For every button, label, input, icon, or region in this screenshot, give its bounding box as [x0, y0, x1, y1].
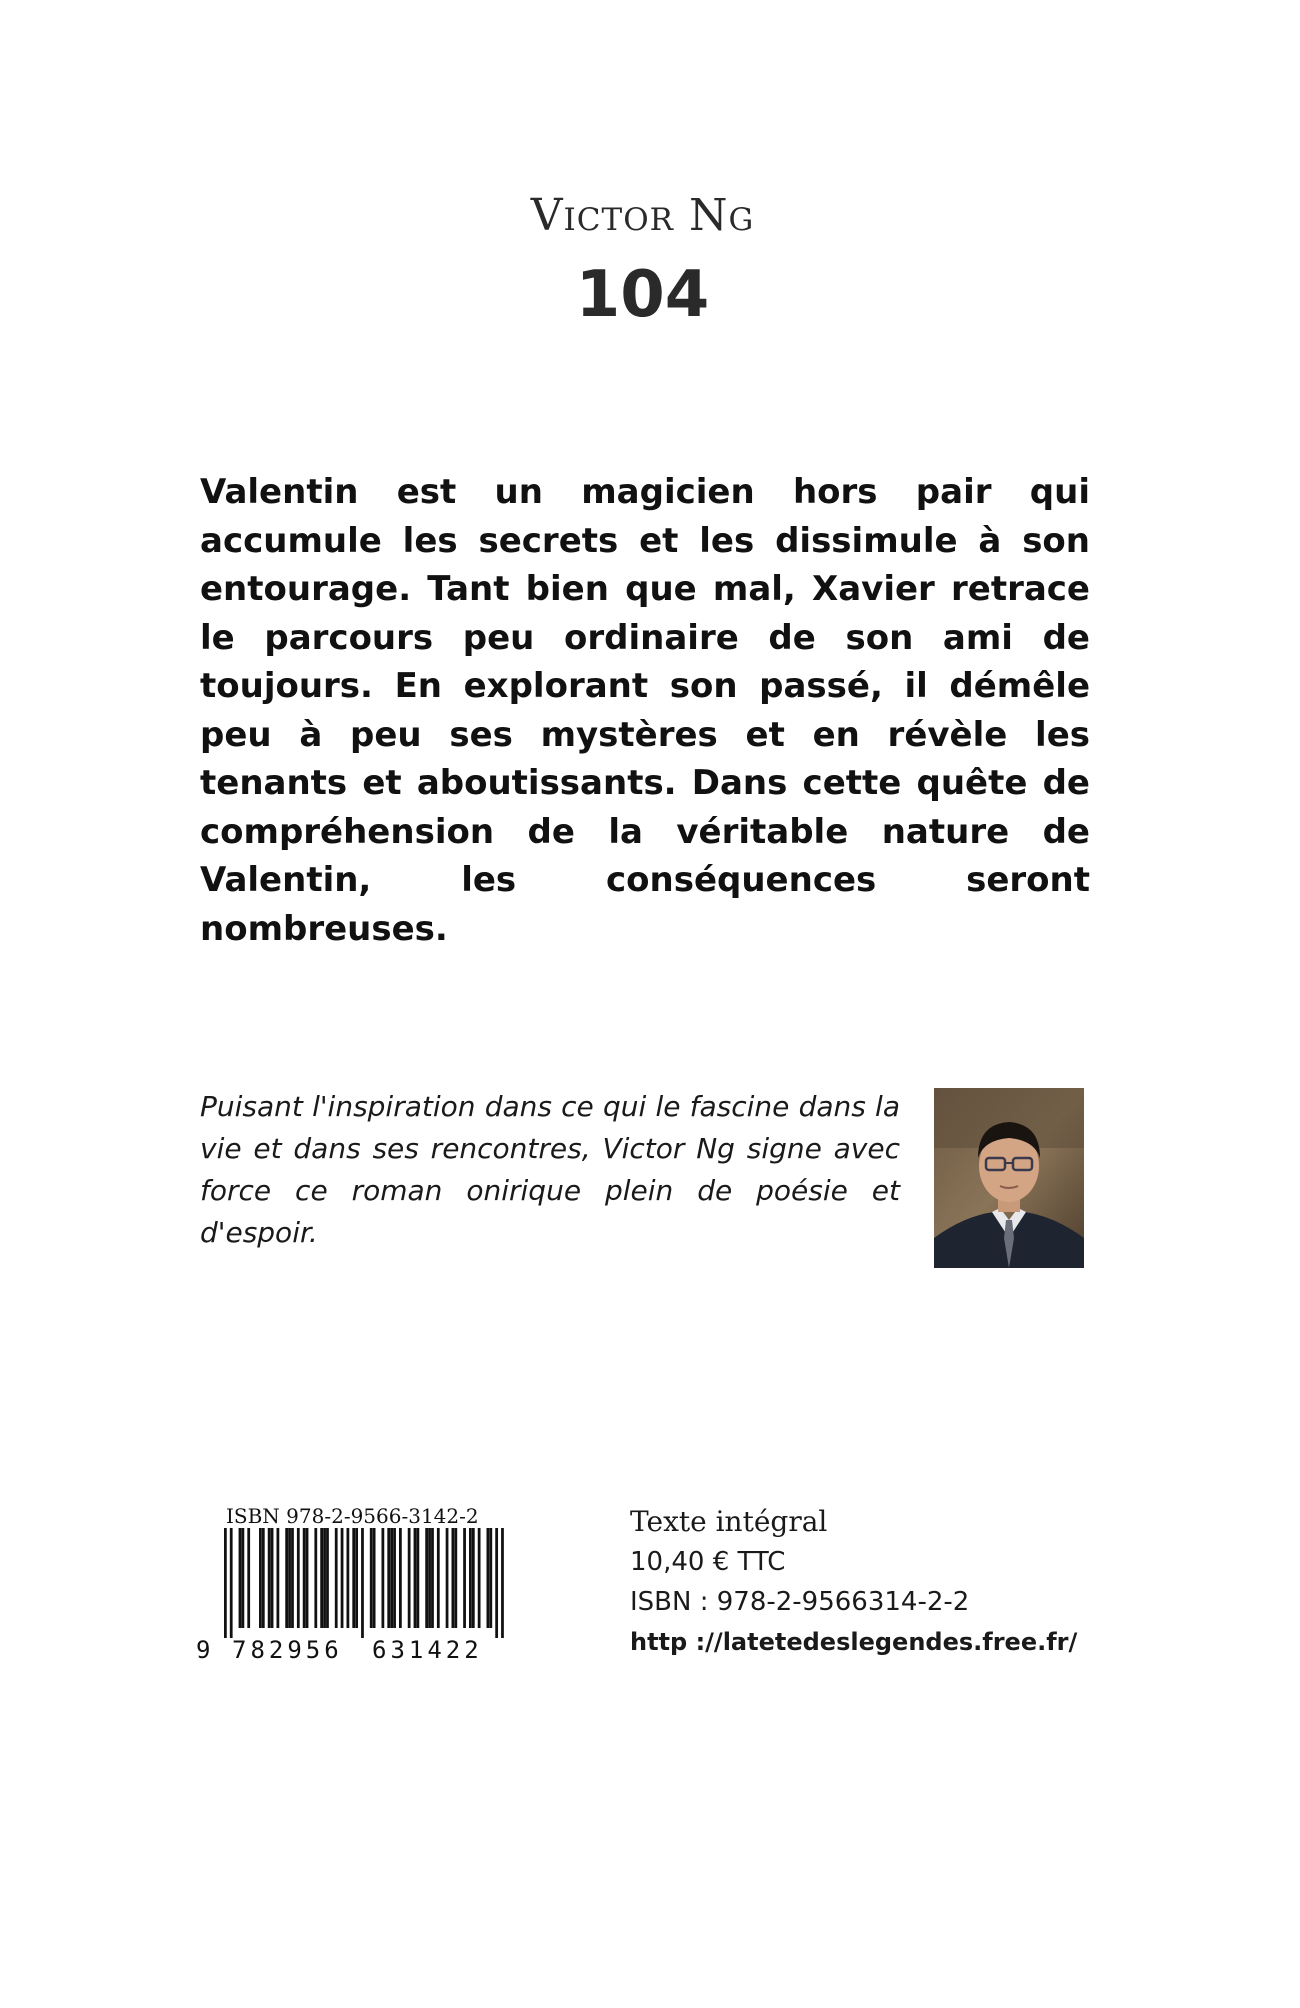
barcode-bar [306, 1528, 309, 1628]
barcode-bar [347, 1528, 350, 1628]
publisher-url[interactable]: http ://latetedeslegendes.free.fr/ [630, 1628, 1078, 1656]
barcode-bar [320, 1528, 323, 1628]
barcode-bar [431, 1528, 434, 1628]
synopsis-text: Valentin est un magicien hors pair qui accumule les secrets et les dissimule à son entourage. Tant bien que mal, Xavier retrace le parcours peu ordinaire de son ami de toujours. En explorant son passé, il démêle peu à peu ses mystères et en révèle les tenants et aboutissants. Dans cette quête de compréhension de la véritable nature de Valentin, les conséquences seront nombreuses. [200, 472, 1090, 949]
barcode-bar [288, 1528, 291, 1628]
author-bio: Puisant l'inspiration dans ce qui le fascine dans la vie et dans ses rencontres, Victor Ng signe avec force ce roman onirique plein de poésie et d'espoir. [200, 1090, 900, 1249]
barcode-bar [297, 1528, 300, 1628]
barcode-bar [242, 1528, 245, 1628]
barcode-bar [352, 1528, 355, 1628]
barcode-bar [277, 1528, 280, 1628]
barcode-bar [387, 1528, 390, 1628]
barcode-bar [463, 1528, 466, 1628]
barcode-bar [487, 1528, 490, 1628]
author-photo [934, 1088, 1084, 1268]
barcode-bar [446, 1528, 449, 1628]
barcode-bar [373, 1528, 376, 1628]
barcode-bar [425, 1528, 428, 1628]
barcode-bar [224, 1528, 227, 1638]
barcode-bar [408, 1528, 411, 1628]
barcode-bar [323, 1528, 326, 1628]
barcode-bar [437, 1528, 440, 1628]
barcode-bar [271, 1528, 274, 1628]
barcode-bar [361, 1528, 364, 1638]
barcode-bar [469, 1528, 472, 1628]
barcode-isbn-label: ISBN 978-2-9566-3142-2 [226, 1504, 479, 1528]
barcode-bar [262, 1528, 265, 1628]
barcode-digit-first: 9 [196, 1636, 215, 1664]
barcode-bar [285, 1528, 288, 1628]
barcode-bar [495, 1528, 498, 1638]
isbn-line: ISBN : 978-2-9566314-2-2 [630, 1587, 970, 1617]
barcode-bar [259, 1528, 262, 1628]
barcode-digits-right: 631422 [372, 1636, 483, 1664]
barcode-bar [428, 1528, 431, 1628]
barcode-bar [303, 1528, 306, 1628]
barcode-digits [196, 1636, 516, 1666]
barcode-bar [390, 1528, 393, 1628]
barcode-bar [239, 1528, 242, 1628]
barcode-bar [393, 1528, 396, 1628]
barcode-bar [417, 1528, 420, 1628]
author-name: Victor Ng [530, 190, 755, 241]
author-portrait-image [934, 1088, 1084, 1268]
barcode-digits-left: 782956 [232, 1636, 343, 1664]
barcode-bar [230, 1528, 233, 1638]
barcode-bar [489, 1528, 492, 1628]
price: 10,40 € TTC [630, 1547, 786, 1577]
book-info [630, 1502, 1077, 1662]
barcode-bar [268, 1528, 271, 1628]
barcode-bar [314, 1528, 317, 1628]
barcode-bar [452, 1528, 455, 1628]
book-title: 104 [575, 258, 710, 332]
barcode-bar [341, 1528, 344, 1628]
barcode-bar [501, 1528, 504, 1638]
barcode-bar [454, 1528, 457, 1628]
text-type: Texte intégral [630, 1505, 828, 1538]
barcode-bar [335, 1528, 338, 1628]
barcode [224, 1528, 504, 1638]
barcode-bar [326, 1528, 329, 1628]
barcode-bar [355, 1528, 358, 1628]
barcode-bar [247, 1528, 250, 1628]
barcode-bar [478, 1528, 481, 1628]
barcode-bar [414, 1528, 417, 1628]
barcode-bar [472, 1528, 475, 1628]
barcode-bar [382, 1528, 385, 1628]
barcode-bar [399, 1528, 402, 1628]
barcode-bar [291, 1528, 294, 1628]
barcode-bar [370, 1528, 373, 1628]
